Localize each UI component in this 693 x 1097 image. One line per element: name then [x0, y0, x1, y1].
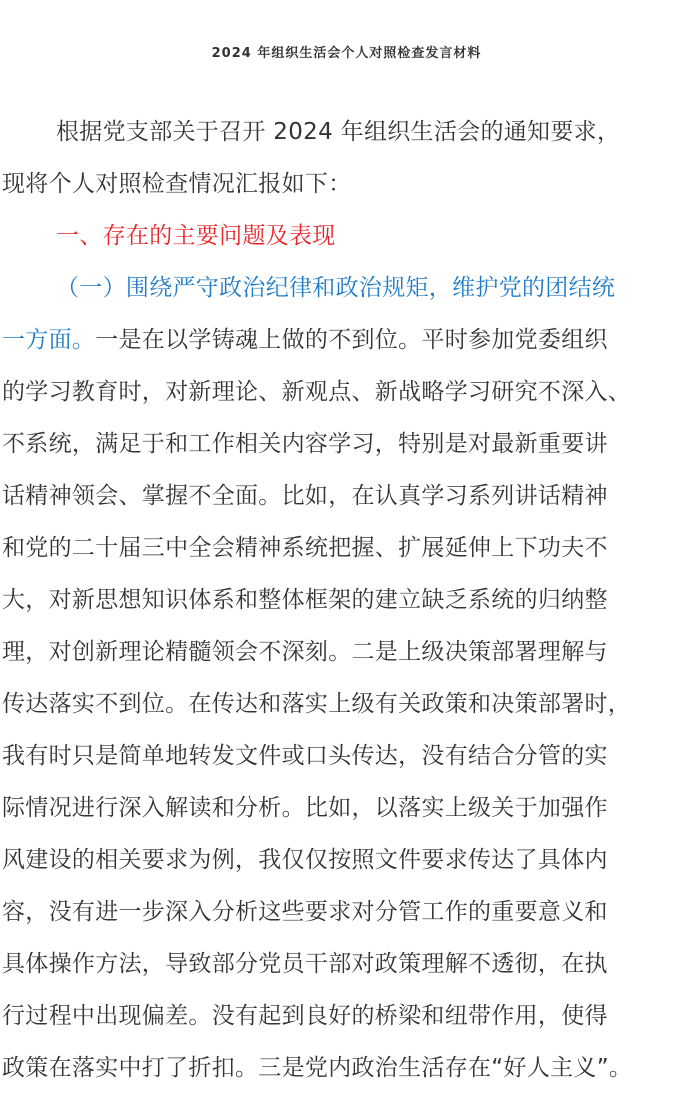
paragraph-line-13: 具体操作方法，导致部分党员干部对政策理解不透彻，在执	[2, 951, 608, 977]
paragraph-line-7: 理，对创新理论精髓领会不深刻。二是上级决策部署理解与	[2, 639, 608, 665]
subsection-heading-line-2: 一方面。	[2, 327, 96, 353]
paragraph-line-5: 和党的二十届三中全会精神系统把握、扩展延伸上下功夫不	[2, 535, 608, 561]
paragraph-line-4: 话精神领会、掌握不全面。比如，在认真学习系列讲话精神	[2, 483, 608, 509]
paragraph-line-15: 政策在落实中打了折扣。三是党内政治生活存在“好人主义”。	[2, 1055, 633, 1081]
intro-line-2: 现将个人对照检查情况汇报如下：	[2, 171, 352, 197]
section-heading: 一、存在的主要问题及表现	[56, 223, 336, 249]
subsection-heading-line-1: （一）围绕严守政治纪律和政治规矩，维护党的团结统	[56, 275, 616, 301]
paragraph-line-11: 风建设的相关要求为例，我仅仅按照文件要求传达了具体内	[2, 847, 608, 873]
paragraph-line-9: 我有时只是简单地转发文件或口头传达，没有结合分管的实	[2, 743, 608, 769]
intro-line-1: 根据党支部关于召开 2024 年组织生活会的通知要求，	[56, 119, 621, 145]
paragraph-line-1	[2, 314, 692, 366]
paragraph-text: 一是在以学铸魂上做的不到位。平时参加党委组织	[95, 327, 608, 353]
paragraph-line-6: 大，对新思想知识体系和整体框架的建立缺乏系统的归纳整	[2, 587, 608, 613]
document-title: 2024 年组织生活会个人对照检查发言材料	[211, 46, 482, 61]
paragraph-line-8: 传达落实不到位。在传达和落实上级有关政策和决策部署时，	[2, 691, 632, 717]
paragraph-line-14: 行过程中出现偏差。没有起到良好的桥梁和纽带作用，使得	[2, 1003, 608, 1029]
paragraph-line-2: 的学习教育时，对新理论、新观点、新战略学习研究不深入、	[2, 379, 632, 405]
paragraph-line-12: 容，没有进一步深入分析这些要求对分管工作的重要意义和	[2, 899, 608, 925]
document-body	[2, 106, 692, 1094]
paragraph-line-3: 不系统，满足于和工作相关内容学习，特别是对最新重要讲	[2, 431, 608, 457]
paragraph-line-10: 际情况进行深入解读和分析。比如，以落实上级关于加强作	[2, 795, 608, 821]
